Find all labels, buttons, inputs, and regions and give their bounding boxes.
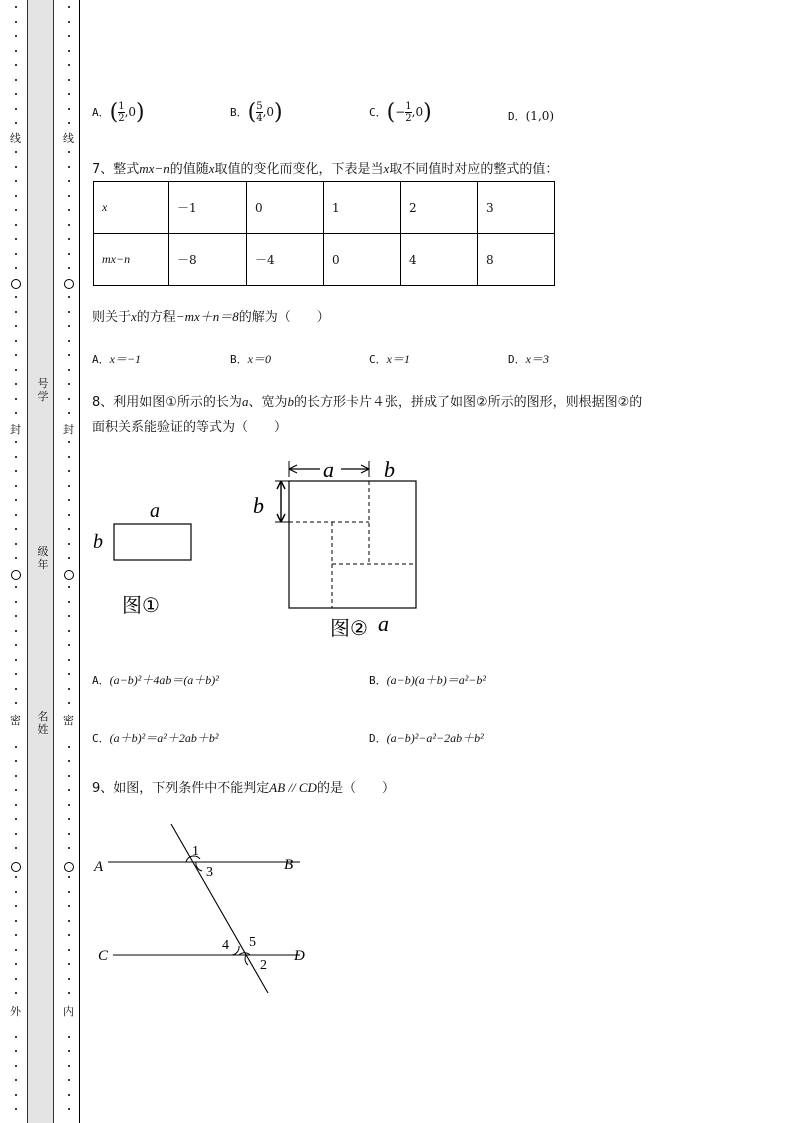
margin-dot (15, 195, 17, 197)
q8-option-b: B．(a−b)(a＋b)＝a²−b² (369, 673, 487, 687)
margin-dot (15, 470, 17, 472)
margin-dot (15, 6, 17, 8)
margin-dot (68, 398, 70, 400)
margin-dot (68, 50, 70, 52)
table-cell: 0 (324, 234, 401, 286)
point-d: D (294, 948, 305, 964)
margin-dot (68, 601, 70, 603)
q8-option-c: C．(a＋b)²＝a²＋2ab＋b² (92, 731, 219, 745)
margin-dot (68, 21, 70, 23)
margin-dot (15, 789, 17, 791)
margin-char-nei: 内 (63, 1005, 74, 1018)
q7-stem: 7、整式mx−n的值随x取值的变化而变化，下表是当x取不同值时对应的整式的值： (92, 161, 559, 177)
margin-dot (68, 905, 70, 907)
right-dotted-margin (64, 0, 74, 1123)
margin-dot (15, 963, 17, 965)
margin-dot (15, 891, 17, 893)
margin-dot (68, 253, 70, 255)
margin-dot (68, 543, 70, 545)
q8-stem-line2: 面积关系能验证的等式为（ ） (92, 420, 288, 435)
margin-dot (15, 673, 17, 675)
margin-dot (15, 920, 17, 922)
margin-char-feng-left: 封 (10, 423, 21, 436)
margin-dot (15, 760, 17, 762)
margin-dot (15, 818, 17, 820)
margin-dot (15, 934, 17, 936)
margin-dot (68, 775, 70, 777)
margin-dot (15, 253, 17, 255)
margin-dot (15, 21, 17, 23)
margin-dot (68, 180, 70, 182)
margin-circle (64, 862, 74, 872)
margin-dot (68, 673, 70, 675)
margin-dot (68, 35, 70, 37)
margin-dot (68, 238, 70, 240)
margin-dot (68, 224, 70, 226)
margin-dot (68, 630, 70, 632)
fig2-label-a-top: a (323, 457, 334, 482)
margin-dot (15, 659, 17, 661)
margin-dot (15, 79, 17, 81)
margin-dot (15, 528, 17, 530)
margin-dot (15, 1094, 17, 1096)
margin-dot (15, 543, 17, 545)
q8-stem-line1: 8、利用如图①所示的长为a、宽为b的长方形卡片４张，拼成了如图②所示的图形，则根据图②的 (92, 394, 643, 410)
margin-dot (68, 688, 70, 690)
q7-ask: 则关于x的方程−mx＋n＝8的解为（ ） (92, 309, 330, 325)
margin-dot (15, 876, 17, 878)
margin-dot (68, 586, 70, 588)
margin-dot (15, 746, 17, 748)
table-cell: 8 (478, 234, 555, 286)
margin-dot (68, 1079, 70, 1081)
margin-char-feng-right: 封 (63, 423, 74, 436)
margin-dot (68, 920, 70, 922)
margin-dot (68, 296, 70, 298)
fig1-caption: 图① (122, 593, 160, 617)
margin-dot (15, 847, 17, 849)
margin-dot (15, 398, 17, 400)
margin-dot (68, 354, 70, 356)
angle-label-5: 5 (249, 935, 256, 950)
margin-dot (68, 151, 70, 153)
table-cell: 2 (401, 182, 478, 234)
margin-dot (68, 108, 70, 110)
margin-dot (15, 702, 17, 704)
margin-dot (15, 296, 17, 298)
margin-dot (68, 978, 70, 980)
margin-dot (15, 601, 17, 603)
table-cell: －4 (247, 234, 324, 286)
point-b: B (284, 857, 294, 873)
margin-dot (15, 630, 17, 632)
margin-dot (15, 456, 17, 458)
margin-border-line (79, 0, 80, 1123)
margin-dot (15, 1079, 17, 1081)
margin-dot (15, 209, 17, 211)
fig2-label-b-left: b (253, 493, 264, 518)
margin-dot (15, 557, 17, 559)
margin-dot (68, 847, 70, 849)
margin-dot (68, 209, 70, 211)
q6-option-c: C．(− $\frac{1}{2}$ ,0) (369, 100, 432, 125)
margin-dot (68, 760, 70, 762)
angle-arc (232, 946, 239, 955)
margin-dot (15, 340, 17, 342)
table-cell: 1 (324, 182, 401, 234)
margin-dot (68, 891, 70, 893)
margin-dot (68, 369, 70, 371)
margin-dot (15, 804, 17, 806)
margin-dot (15, 514, 17, 516)
margin-dot (15, 50, 17, 52)
margin-dot (15, 224, 17, 226)
margin-dot (68, 64, 70, 66)
margin-dot (68, 499, 70, 501)
margin-char-xian-left: 线 (10, 132, 21, 145)
margin-dot (68, 963, 70, 965)
margin-dot (68, 615, 70, 617)
point-c: C (98, 948, 109, 964)
margin-dot (68, 659, 70, 661)
margin-dot (15, 412, 17, 414)
table-cell: 4 (401, 234, 478, 286)
outer-square (289, 481, 416, 608)
margin-dot (15, 122, 17, 124)
margin-dot (15, 485, 17, 487)
margin-dot (68, 514, 70, 516)
margin-circle (11, 279, 21, 289)
margin-dot (15, 688, 17, 690)
q9-figure (88, 815, 318, 1000)
margin-dot (68, 412, 70, 414)
margin-dot (15, 949, 17, 951)
q6-option-b: B．( $\frac{5}{4}$ ,0) (230, 100, 283, 125)
margin-dot (68, 470, 70, 472)
margin-dot (15, 978, 17, 980)
margin-circle (11, 862, 21, 872)
margin-dot (68, 93, 70, 95)
margin-dot (15, 833, 17, 835)
margin-dot (68, 949, 70, 951)
margin-char-xian-right: 线 (63, 132, 74, 145)
q8-figure-2 (248, 455, 448, 645)
margin-dot (68, 166, 70, 168)
margin-char-wai: 外 (10, 1005, 21, 1018)
grade-label: 级 年 (37, 545, 49, 571)
fig2-label-b-top: b (384, 457, 395, 482)
angle-label-1: 1 (192, 844, 199, 859)
margin-dot (15, 325, 17, 327)
q7-option-d: D．x＝3 (508, 352, 549, 366)
margin-dot (68, 746, 70, 748)
table-row (94, 182, 555, 234)
margin-dot (68, 528, 70, 530)
margin-dot (68, 833, 70, 835)
q8-figure-1 (88, 495, 208, 620)
table-cell: 3 (478, 182, 555, 234)
margin-dot (15, 35, 17, 37)
margin-dot (68, 992, 70, 994)
table-cell: －1 (169, 182, 247, 234)
margin-dot (68, 311, 70, 313)
margin-dot (15, 441, 17, 443)
table-row (94, 234, 555, 286)
margin-dot (68, 441, 70, 443)
margin-dot (15, 1108, 17, 1110)
margin-dot (15, 267, 17, 269)
margin-dot (68, 456, 70, 458)
margin-dot (15, 238, 17, 240)
name-label: 名 姓 (37, 710, 49, 736)
q9-stem: 9、如图，下列条件中不能判定AB // CD的是（ ） (92, 780, 395, 796)
margin-dot (68, 383, 70, 385)
fig2-label-a-bottom: a (378, 611, 389, 636)
margin-dot (68, 195, 70, 197)
fig1-label-a: a (150, 500, 160, 522)
table-cell: mx−n (94, 234, 169, 286)
margin-circle (11, 570, 21, 580)
q7-option-b: B．x＝0 (230, 352, 271, 366)
margin-dot (68, 1094, 70, 1096)
margin-dot (68, 79, 70, 81)
margin-dot (15, 180, 17, 182)
q6-option-a: A．( $\frac{1}{2}$ ,0) (92, 100, 145, 125)
margin-dot (15, 905, 17, 907)
table-cell: －8 (169, 234, 247, 286)
margin-dot (68, 1050, 70, 1052)
margin-dot (15, 615, 17, 617)
margin-dot (15, 311, 17, 313)
margin-dot (68, 644, 70, 646)
margin-dot (15, 108, 17, 110)
margin-dot (15, 354, 17, 356)
margin-char-mi-right: 密 (63, 714, 74, 727)
margin-dot (15, 586, 17, 588)
margin-dot (15, 644, 17, 646)
q8-option-d: D．(a−b)²−a²−2ab＋b² (369, 731, 484, 745)
margin-dot (68, 1065, 70, 1067)
margin-dot (68, 485, 70, 487)
margin-dot (68, 934, 70, 936)
margin-dot (68, 325, 70, 327)
margin-dot (68, 1036, 70, 1038)
margin-dot (15, 369, 17, 371)
margin-dot (68, 122, 70, 124)
margin-dot (15, 499, 17, 501)
rectangle-card (114, 524, 191, 560)
fig1-label-b: b (93, 531, 103, 553)
margin-circle (64, 570, 74, 580)
margin-dot (68, 818, 70, 820)
margin-dot (68, 804, 70, 806)
q7-option-c: C．x＝1 (369, 352, 410, 366)
margin-dot (68, 876, 70, 878)
angle-label-4: 4 (222, 938, 229, 953)
angle-label-2: 2 (260, 958, 267, 973)
fig2-caption: 图② (330, 616, 368, 640)
student-id-label: 号 学 (37, 377, 49, 403)
table-cell: x (94, 182, 169, 234)
margin-dot (15, 64, 17, 66)
margin-dot (15, 775, 17, 777)
margin-dot (15, 93, 17, 95)
margin-dot (68, 789, 70, 791)
q8-option-a: A．(a−b)²＋4ab＝(a＋b)² (92, 673, 219, 687)
margin-dot (15, 992, 17, 994)
margin-char-mi-left: 密 (10, 714, 21, 727)
margin-dot (68, 340, 70, 342)
transversal (171, 824, 268, 993)
margin-dot (15, 1036, 17, 1038)
q7-value-table (93, 181, 555, 286)
table-cell: 0 (247, 182, 324, 234)
margin-dot (15, 383, 17, 385)
margin-dot (15, 151, 17, 153)
angle-label-3: 3 (206, 865, 213, 880)
margin-dot (15, 166, 17, 168)
q7-option-a: A．x＝−1 (92, 352, 142, 366)
margin-dot (15, 1065, 17, 1067)
margin-dot (68, 557, 70, 559)
margin-dot (68, 702, 70, 704)
margin-dot (15, 1050, 17, 1052)
q6-option-d: D．(1,0) (508, 109, 555, 123)
left-dotted-margin (11, 0, 21, 1123)
margin-circle (64, 279, 74, 289)
margin-dot (68, 1108, 70, 1110)
margin-dot (68, 267, 70, 269)
point-a: A (94, 859, 104, 875)
margin-dot (68, 6, 70, 8)
